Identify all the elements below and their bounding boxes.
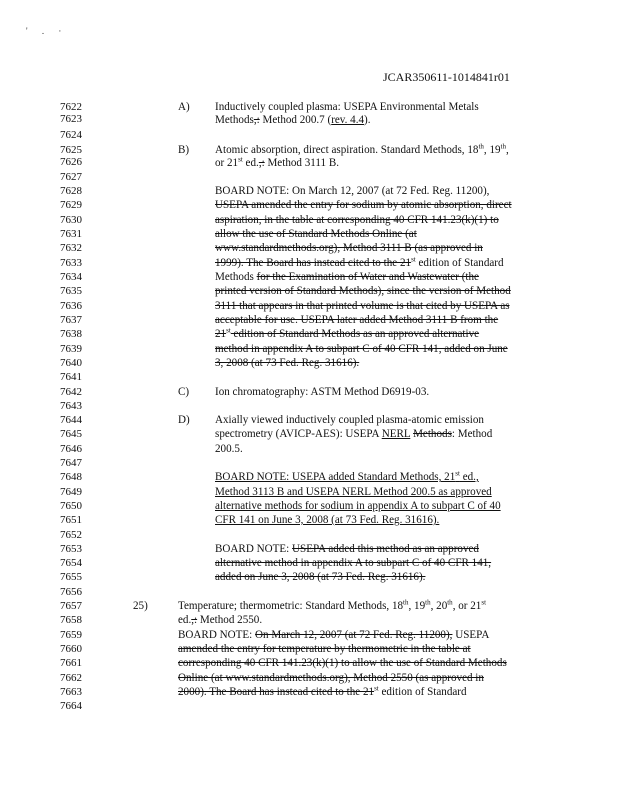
line-number: 7644 (60, 414, 82, 426)
item-text: spectrometry (AVICP-AES): USEPA NERL Methods: Method (215, 428, 493, 440)
line-number: 7625 (60, 144, 82, 156)
note-line: 3111 that appears in that printed volume is that cited by USEPA as (215, 300, 510, 312)
line-number: 7640 (60, 357, 82, 369)
line-number: 7647 (60, 457, 82, 469)
note-line: alternative method in appendix A to subpart C of 40 CFR 141, (215, 557, 492, 569)
line-number: 7645 (60, 428, 82, 440)
line-number: 7624 (60, 129, 82, 141)
note-line: BOARD NOTE: On March 12, 2007 (at 72 Fed. Reg. 11200), USEPA (178, 629, 490, 641)
item-text: Atomic absorption, direct aspiration. Standard Methods, 18th, 19th, (215, 142, 509, 156)
line-number: 7626 (60, 156, 82, 168)
note-line: Methods for the Examination of Water and Wastewater (the (215, 271, 479, 283)
item-text: or 21st ed.,: Method 3111 B. (215, 155, 340, 169)
item-letter: B) (178, 144, 190, 156)
item-text: Axially viewed inductively coupled plasma-atomic emission (215, 414, 484, 426)
line-number: 7660 (60, 643, 82, 655)
line-number: 7627 (60, 171, 82, 183)
line-number: 7643 (60, 400, 82, 412)
item-text: Temperature; thermometric: Standard Methods, 18th, 19th, 20th, or 21st (178, 598, 487, 612)
line-number: 7632 (60, 242, 82, 254)
line-number: 7651 (60, 514, 82, 526)
line-number: 7631 (60, 228, 82, 240)
line-number: 7659 (60, 629, 82, 641)
note-line: corresponding 40 CFR 141.23(k)(1) to allow the use of Standard Methods (178, 657, 507, 669)
line-number: 7646 (60, 443, 82, 455)
line-number: 7657 (60, 600, 82, 612)
line-number: 7661 (60, 657, 82, 669)
line-number: 7630 (60, 214, 82, 226)
line-number: 7649 (60, 486, 82, 498)
item-text: Ion chromatography: ASTM Method D6919-03. (215, 386, 430, 398)
document-id: JCAR350611-1014841r01 (383, 70, 510, 84)
note-line: BOARD NOTE: On March 12, 2007 (at 72 Fed. Reg. 11200), (215, 185, 490, 197)
item-text: Methods,: Method 200.7 (rev. 4.4). (215, 114, 371, 126)
note-line: Method 3113 B and USEPA NERL Method 200.5 as approved (215, 486, 492, 498)
note-line: acceptable for use. USEPA later added Method 3111 B from the (215, 314, 499, 326)
line-number: 7648 (60, 471, 82, 483)
item-number: 25) (133, 600, 148, 612)
item-letter: A) (178, 101, 190, 113)
line-number: 7641 (60, 371, 82, 383)
line-number: 7653 (60, 543, 82, 555)
line-number: 7622 (60, 101, 82, 113)
note-line: 3, 2008 (at 73 Fed. Reg. 31616). (215, 357, 360, 369)
item-text: Inductively coupled plasma: USEPA Environmental Metals (215, 101, 479, 113)
line-number: 7638 (60, 328, 82, 340)
line-number: 7628 (60, 185, 82, 197)
note-line: www.standardmethods.org), Method 3111 B (as approved in (215, 242, 483, 254)
note-line: method in appendix A to subpart C of 40 CFR 141, added on June (215, 343, 508, 355)
note-line: BOARD NOTE: USEPA added Standard Methods, 21st ed., (215, 469, 479, 483)
line-number: 7623 (60, 113, 82, 125)
note-line: added on June 3, 2008 (at 73 Fed. Reg. 31616). (215, 571, 426, 583)
line-number: 7629 (60, 199, 82, 211)
note-line: printed version of Standard Methods), since the version of Method (215, 285, 511, 297)
line-number: 7642 (60, 386, 82, 398)
note-line: CFR 141 on June 3, 2008 (at 73 Fed. Reg. 31616). (215, 514, 440, 526)
note-line: amended the entry for temperature by thermometric in the table at (178, 643, 471, 655)
line-number: 7635 (60, 285, 82, 297)
corner-marks: ' . · (26, 26, 68, 36)
note-line: USEPA amended the entry for sodium by atomic absorption, direct (215, 199, 512, 211)
note-line: BOARD NOTE: USEPA added this method as an approved (215, 543, 479, 555)
note-line: 1999). The Board has instead cited to the 21st edition of Standard (215, 255, 504, 269)
line-number: 7637 (60, 314, 82, 326)
line-number: 7639 (60, 343, 82, 355)
line-number: 7655 (60, 571, 82, 583)
line-number: 7636 (60, 300, 82, 312)
item-letter: D) (178, 414, 190, 426)
line-number: 7654 (60, 557, 82, 569)
item-letter: C) (178, 386, 190, 398)
note-line: allow the use of Standard Methods Online (at (215, 228, 417, 240)
line-number: 7634 (60, 271, 82, 283)
item-text: ed.,: Method 2550. (178, 614, 263, 626)
note-line: aspiration, in the table at corresponding 40 CFR 141.23(k)(1) to (215, 214, 499, 226)
line-number: 7663 (60, 686, 82, 698)
line-number: 7662 (60, 672, 82, 684)
note-line: 2000). The Board has instead cited to the 21st edition of Standard (178, 684, 467, 698)
item-text: 200.5. (215, 443, 243, 455)
line-number: 7650 (60, 500, 82, 512)
line-number: 7658 (60, 614, 82, 626)
line-number: 7652 (60, 529, 82, 541)
line-number: 7664 (60, 700, 82, 712)
note-line: alternative methods for sodium in appendix A to subpart C of 40 (215, 500, 501, 512)
line-number: 7656 (60, 586, 82, 598)
note-line: Online (at www.standardmethods.org), Method 2550 (as approved in (178, 672, 484, 684)
line-number: 7633 (60, 257, 82, 269)
note-line: 21st edition of Standard Methods as an approved alternative (215, 326, 480, 340)
